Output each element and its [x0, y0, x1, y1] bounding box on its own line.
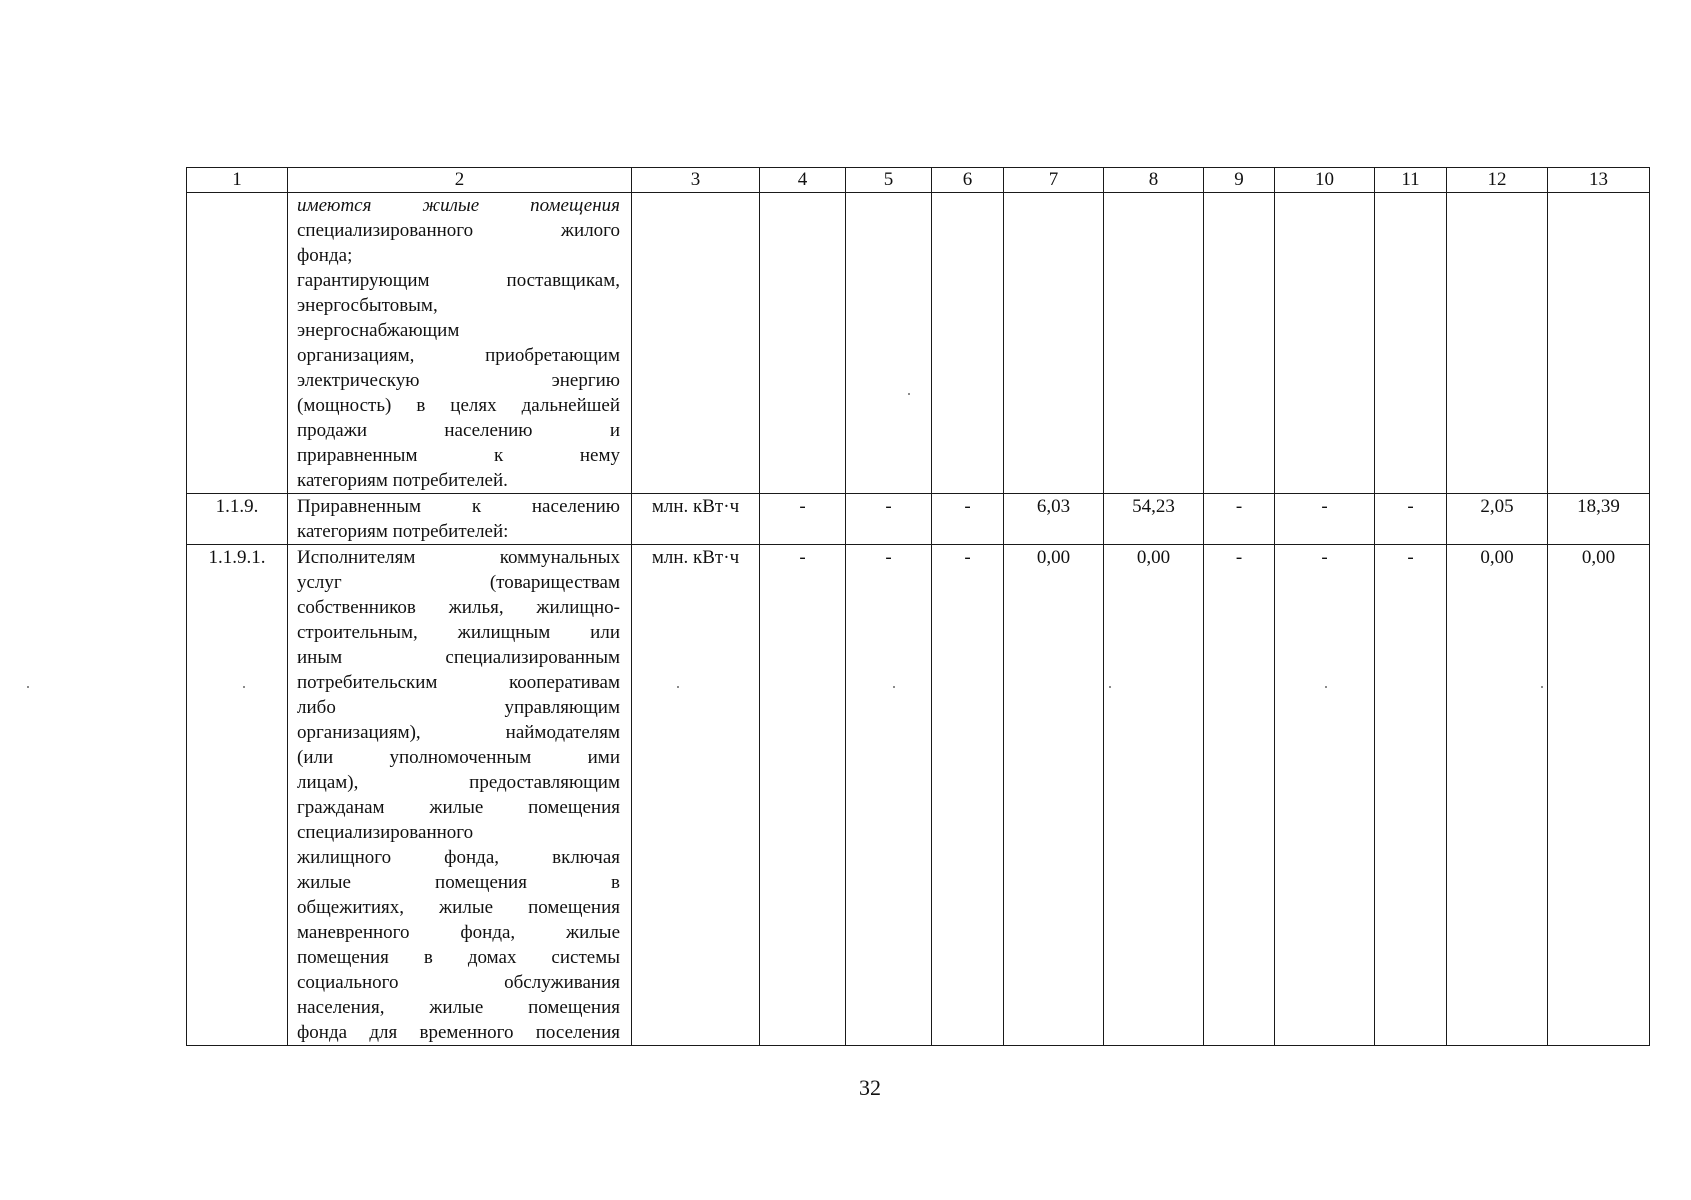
row-value: -	[1275, 494, 1375, 545]
description-line: электрическую энергию	[297, 370, 620, 391]
row-unit: млн. кВт·ч	[632, 545, 760, 1046]
description-line: фонда для временного поселения	[297, 1022, 620, 1043]
column-number: 13	[1548, 168, 1650, 193]
row-value	[932, 193, 1004, 494]
row-unit: млн. кВт·ч	[632, 494, 760, 545]
description-line: (мощность) в целях дальнейшей	[297, 395, 620, 416]
column-number: 2	[288, 168, 632, 193]
description-line: Исполнителям коммунальных	[297, 547, 620, 568]
description-line: общежитиях, жилые помещения	[297, 897, 620, 918]
page-number: 32	[859, 1075, 881, 1100]
description-line: лицам), предоставляющим	[297, 772, 620, 793]
description-line: иным специализированным	[297, 647, 620, 668]
row-value	[1104, 193, 1204, 494]
scan-speck	[677, 686, 679, 688]
row-value: -	[1275, 545, 1375, 1046]
row-value	[846, 193, 932, 494]
scan-speck	[908, 393, 910, 395]
scan-speck	[1541, 686, 1543, 688]
description-line: гражданам жилые помещения	[297, 797, 620, 818]
row-number	[187, 193, 288, 494]
column-number: 3	[632, 168, 760, 193]
row-value: 6,03	[1004, 494, 1104, 545]
row-value	[760, 193, 846, 494]
column-number: 4	[760, 168, 846, 193]
row-number: 1.1.9.	[187, 494, 288, 545]
description-line: собственников жилья, жилищно-	[297, 597, 620, 618]
row-value	[1375, 193, 1447, 494]
description-line: населения, жилые помещения	[297, 997, 620, 1018]
row-value: 18,39	[1548, 494, 1650, 545]
row-value: -	[1204, 545, 1275, 1046]
row-value: -	[760, 494, 846, 545]
description-line: потребительским кооперативам	[297, 672, 620, 693]
column-number: 9	[1204, 168, 1275, 193]
description-line: жилые помещения в	[297, 872, 620, 893]
description-line: категориям потребителей:	[297, 521, 509, 542]
column-number-row	[187, 168, 1650, 193]
description-line: услуг (товариществам	[297, 572, 620, 593]
row-value: 0,00	[1004, 545, 1104, 1046]
row-value	[1548, 193, 1650, 494]
description-line: энергоснабжающим	[297, 320, 460, 341]
column-number: 12	[1447, 168, 1548, 193]
description-line: организациям, приобретающим	[297, 345, 620, 366]
row-value: -	[846, 494, 932, 545]
description-line: маневренного фонда, жилые	[297, 922, 620, 943]
row-number: 1.1.9.1.	[187, 545, 288, 1046]
description-line: имеются жилые помещения	[297, 195, 620, 216]
row-unit	[632, 193, 760, 494]
scan-speck	[1109, 686, 1111, 688]
description-line: продажи населению и	[297, 420, 620, 441]
description-line: приравненным к нему	[297, 445, 620, 466]
row-description	[288, 193, 632, 494]
row-value: -	[1375, 494, 1447, 545]
scan-speck	[893, 686, 895, 688]
row-value: 0,00	[1548, 545, 1650, 1046]
row-value: 2,05	[1447, 494, 1548, 545]
row-value: 54,23	[1104, 494, 1204, 545]
row-value: -	[1204, 494, 1275, 545]
row-value	[1447, 193, 1548, 494]
table-row	[187, 193, 1650, 494]
description-line: фонда;	[297, 245, 353, 266]
row-value: -	[760, 545, 846, 1046]
description-line: (или уполномоченным ими	[297, 747, 620, 768]
row-value: 0,00	[1104, 545, 1204, 1046]
row-value	[1275, 193, 1375, 494]
column-number: 7	[1004, 168, 1104, 193]
table-row	[187, 494, 1650, 545]
scan-speck	[1325, 686, 1327, 688]
row-value: -	[1375, 545, 1447, 1046]
row-value: -	[846, 545, 932, 1046]
description-line: помещения в домах системы	[297, 947, 620, 968]
description-line: социального обслуживания	[297, 972, 620, 993]
row-value: -	[932, 545, 1004, 1046]
data-table	[186, 167, 1650, 1046]
row-description	[288, 494, 632, 545]
description-line: энергосбытовым,	[297, 295, 438, 316]
column-number: 8	[1104, 168, 1204, 193]
column-number: 1	[187, 168, 288, 193]
column-number: 6	[932, 168, 1004, 193]
row-value	[1004, 193, 1104, 494]
description-line: гарантирующим поставщикам,	[297, 270, 620, 291]
description-line: организациям), наймодателям	[297, 722, 620, 743]
description-line: категориям потребителей.	[297, 470, 508, 491]
row-value	[1204, 193, 1275, 494]
scan-speck	[243, 686, 245, 688]
table-row	[187, 545, 1650, 1046]
column-number: 11	[1375, 168, 1447, 193]
column-number: 5	[846, 168, 932, 193]
description-line: Приравненным к населению	[297, 496, 620, 517]
scan-speck	[27, 686, 29, 688]
description-line: жилищного фонда, включая	[297, 847, 620, 868]
row-description	[288, 545, 632, 1046]
description-line: либо управляющим	[297, 697, 620, 718]
row-value: -	[932, 494, 1004, 545]
description-line: строительным, жилищным или	[297, 622, 620, 643]
row-value: 0,00	[1447, 545, 1548, 1046]
description-line: специализированного	[297, 822, 474, 843]
description-line: специализированного жилого	[297, 220, 620, 241]
column-number: 10	[1275, 168, 1375, 193]
